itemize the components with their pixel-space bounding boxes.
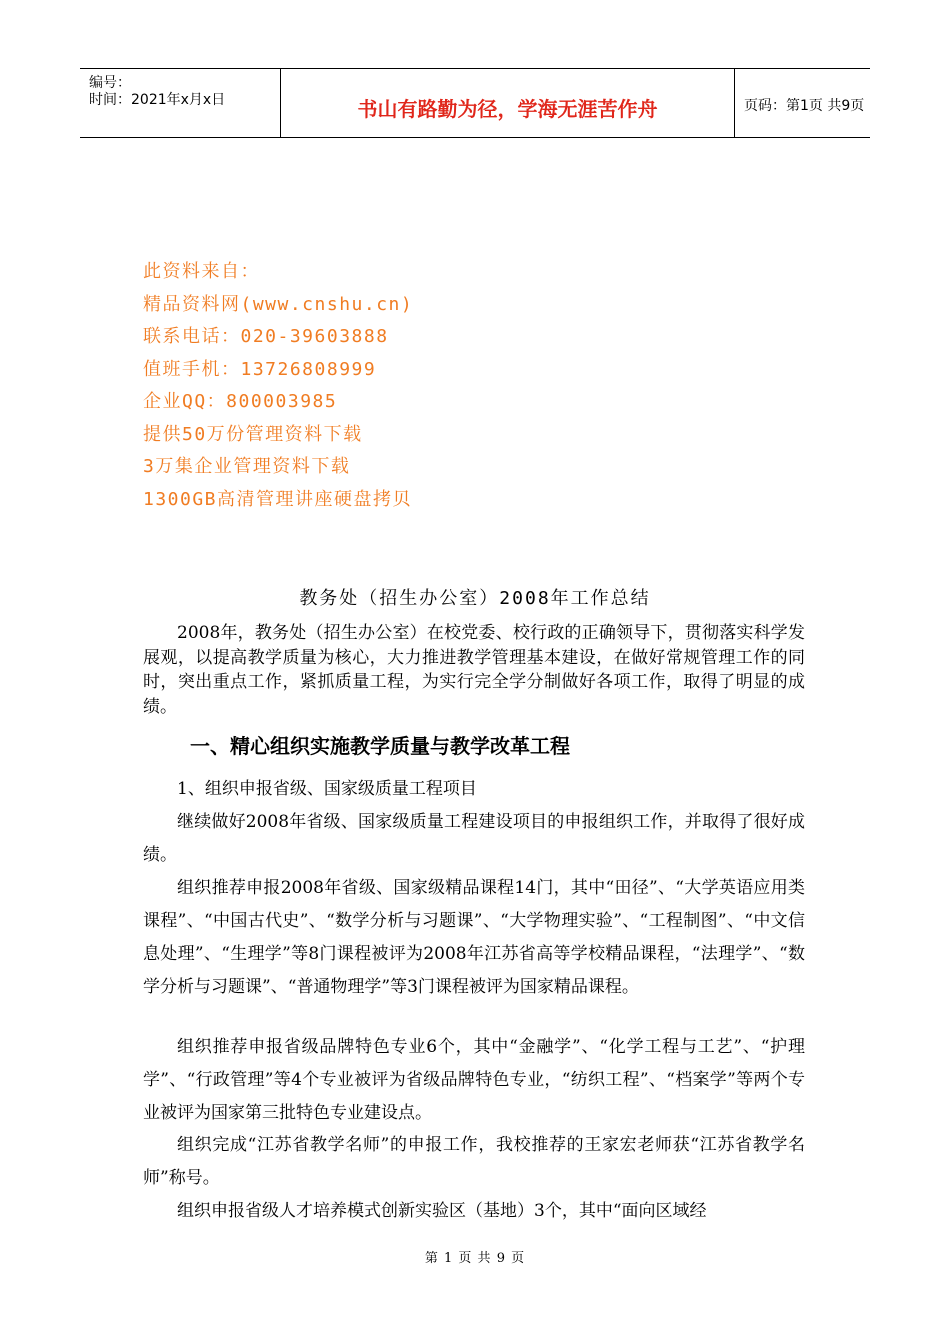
body-paragraph: 组织完成“江苏省教学名师”的申报工作，我校推荐的王家宏老师获“江苏省教学名师”称号。 [143, 1135, 805, 1188]
header-page-cell [734, 69, 870, 137]
section-heading: 一、精心组织实施教学质量与教学改革工程 [190, 734, 570, 758]
intro-paragraph: 2008年，教务处（招生办公室）在校党委、校行政的正确领导下，贯彻落实科学发展观，以提高教学质量为核心，大力推进教学管理基本建设，在做好常规管理工作的同时，突出重点工作，紧抓质量工程，为实行完全学分制做好各项工作，取得了明显的成绩。 [143, 623, 805, 717]
promo-line: 值班手机：13726808999 [143, 358, 377, 380]
promo-line: 联系电话：020-39603888 [143, 326, 389, 347]
header-motto: 书山有路勤为径，学海无涯苦作舟 [357, 97, 658, 121]
header-table [80, 68, 870, 138]
body-paragraph: 组织申报省级人才培养模式创新实验区（基地）3个，其中“面向区域经 [177, 1201, 707, 1221]
promo-line: 1300GB高清管理讲座硬盘拷贝 [143, 488, 413, 510]
promo-block [143, 256, 413, 516]
document-title: 教务处（招生办公室）2008年工作总结 [299, 588, 651, 609]
header-left-cell [80, 69, 280, 137]
promo-line: 精品资料网(www.cnshu.cn) [143, 293, 414, 315]
header-page-info: 页码：第1页 共9页 [744, 98, 865, 114]
header-motto-cell [280, 69, 735, 137]
promo-line: 提供50万份管理资料下载 [143, 423, 363, 445]
promo-line: 此资料来自： [143, 261, 260, 282]
page-footer: 第 1 页 共 9 页 [424, 1251, 526, 1266]
document-time-label: 时间：2021年x月x日 [89, 92, 226, 108]
promo-line: 3万集企业管理资料下载 [143, 456, 351, 477]
document-number-label: 编号： [89, 75, 131, 91]
promo-line: 企业QQ：800003985 [143, 391, 338, 412]
body-paragraph: 1、组织申报省级、国家级质量工程项目 [177, 779, 477, 799]
body-paragraph: 组织推荐申报省级品牌特色专业6个，其中“金融学”、“化学工程与工艺”、“护理学”、“行政管理”等4个专业被评为省级品牌特色专业，“纺织工程”、“档案学”等两个专业被评为国家第三批特色专业建设点。 [143, 1037, 805, 1123]
body-paragraph: 组织推荐申报2008年省级、国家级精品课程14门，其中“田径”、“大学英语应用类课程”、“中国古代史”、“数学分析与习题课”、“大学物理实验”、“工程制图”、“中文信息处理”、“生理学”等8门课程被评为2008年江苏省高等学校精品课程，“法理学”、“数学分析与习题课”、“普通物理学”等3门课程被评为国家精品课程。 [143, 878, 805, 997]
body-paragraph: 继续做好2008年省级、国家级质量工程建设项目的申报组织工作，并取得了很好成绩。 [143, 812, 805, 865]
